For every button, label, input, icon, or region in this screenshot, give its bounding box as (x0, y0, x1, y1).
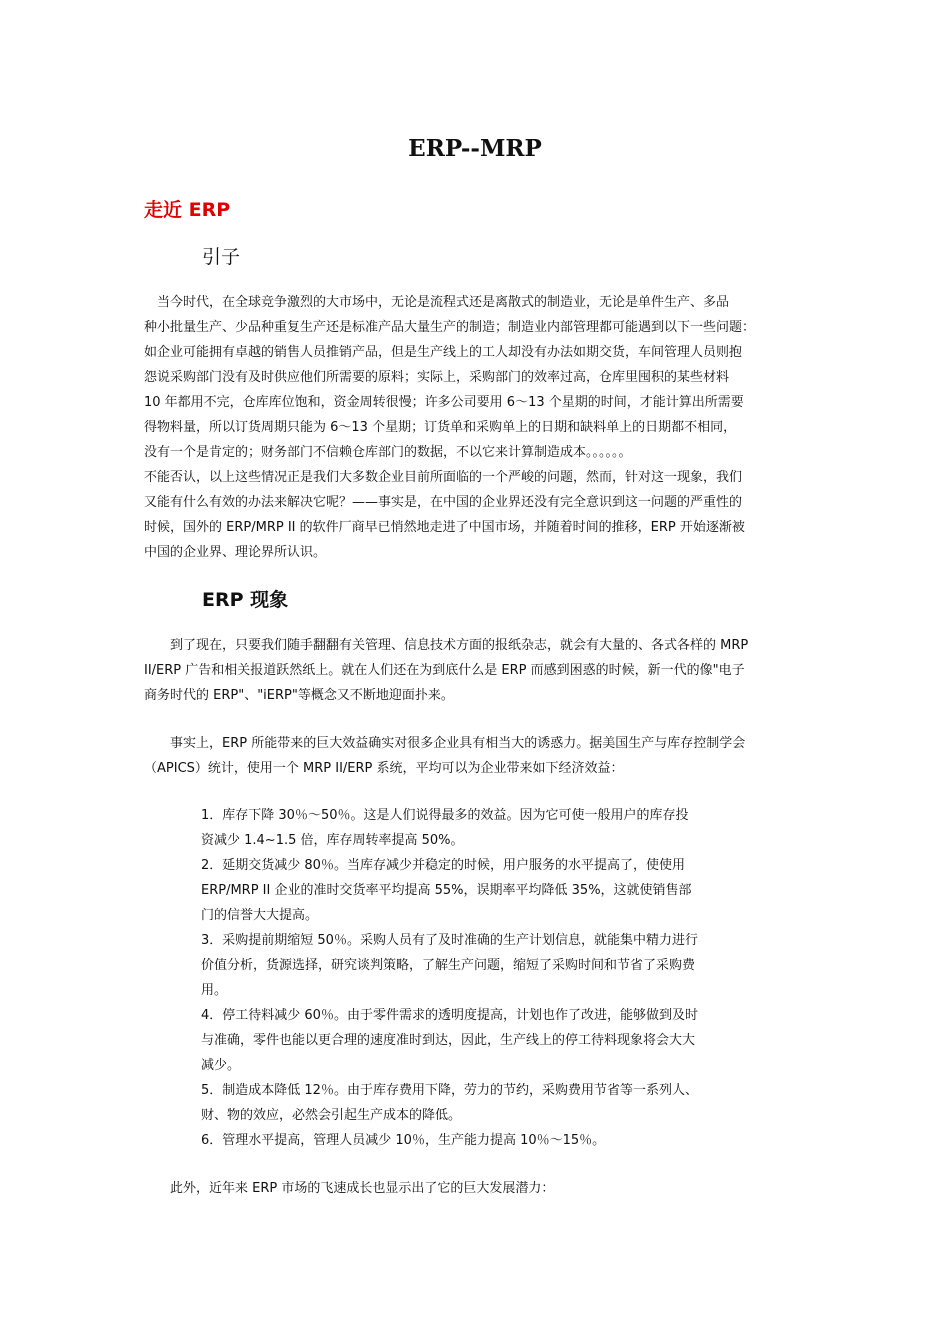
list-item: 6．管理水平提高，管理人员减少 10％，生产能力提高 10％～15％。 (201, 1133, 606, 1148)
text-line: 不能否认，以上这些情况正是我们大多数企业目前所面临的一个严峻的问题，然而，针对这一现象，我们 (144, 470, 743, 485)
benefits-list (201, 803, 761, 1153)
list-item: 与准确，零件也能以更合理的速度准时到达，因此，生产线上的停工待料现象将会大大 (201, 1033, 696, 1048)
text-line: 又能有什么有效的办法来解决它呢？——事实是，在中国的企业界还没有完全意识到这一问题的严重性的 (144, 495, 743, 510)
subheading-erp-phenomenon: ERP 现象 (202, 589, 289, 611)
text-line: 此外，近年来 ERP 市场的飞速成长也显示出了它的巨大发展潜力： (144, 1181, 555, 1196)
text-line: 得物料量，所以订货周期只能为 6～13 个星期；订货单和采购单上的日期和缺料单上的日期都不相同， (144, 420, 737, 435)
text-line: 没有一个是肯定的；财务部门不信赖仓库部门的数据，不以它来计算制造成本。。。。。。 (144, 445, 632, 460)
text-line: 时候，国外的 ERP/MRP II 的软件厂商早已悄然地走进了中国市场，并随着时间的推移，ERP 开始逐渐被 (144, 520, 745, 535)
text-line: 10 年都用不完，仓库库位饱和，资金周转很慢；许多公司要用 6～13 个星期的时间，才能计算出所需要 (144, 395, 744, 410)
paragraph-intro (144, 290, 809, 565)
list-item: 用。 (201, 983, 228, 998)
list-item: 1．库存下降 30％～50％。这是人们说得最多的效益。因为它可使一般用户的库存投 (201, 808, 689, 823)
text-line: 如企业可能拥有卓越的销售人员推销产品，但是生产线上的工人却没有办法如期交货，车间管理人员则抱 (144, 345, 743, 360)
text-line: 怨说采购部门没有及时供应他们所需要的原料；实际上，采购部门的效率过高，仓库里囤积的某些材料 (144, 370, 730, 385)
text-line: 中国的企业界、理论界所认识。 (144, 545, 327, 560)
text-line: 种小批量生产、少品种重复生产还是标准产品大量生产的制造；制造业内部管理都可能遇到以下一些问题： (144, 320, 756, 335)
text-line: 到了现在，只要我们随手翻翻有关管理、信息技术方面的报纸杂志，就会有大量的、各式各样的 MRP (144, 638, 749, 653)
list-item: 财、物的效应，必然会引起生产成本的降低。 (201, 1108, 462, 1123)
paragraph-market-growth (144, 1176, 809, 1201)
text-line: 事实上，ERP 所能带来的巨大效益确实对很多企业具有相当大的诱惑力。据美国生产与库存控制学会 (144, 736, 746, 751)
text-line: 当今时代，在全球竞争激烈的大市场中，无论是流程式还是离散式的制造业，无论是单件生产、多品 (144, 295, 730, 310)
list-item: 4．停工待料减少 60％。由于零件需求的透明度提高，计划也作了改进，能够做到及时 (201, 1008, 698, 1023)
list-item: 价值分析，货源选择，研究谈判策略，了解生产问题，缩短了采购时间和节省了采购费 (201, 958, 696, 973)
paragraph-phenomenon (144, 633, 809, 708)
list-item: 5．制造成本降低 12％。由于库存费用下降，劳力的节约，采购费用节省等一系列人、 (201, 1083, 698, 1098)
list-item: 3．采购提前期缩短 50％。采购人员有了及时准确的生产计划信息，就能集中精力进行 (201, 933, 698, 948)
subheading-yinzi: 引子 (202, 246, 241, 268)
list-item: ERP/MRP II 企业的准时交货率平均提高 55%，误期率平均降低 35%，这就使销售部 (201, 883, 692, 898)
text-line: （APICS）统计，使用一个 MRP II/ERP 系统，平均可以为企业带来如下经济效益： (144, 761, 624, 776)
text-line: 商务时代的 ERP"、"iERP"等概念又不断地迎面扑来。 (144, 688, 454, 703)
list-item: 资减少 1.4~1.5 倍，库存周转率提高 50%。 (201, 833, 464, 848)
text-line: II/ERP 广告和相关报道跃然纸上。就在人们还在为到底什么是 ERP 而感到困惑的时候，新一代的像"电子 (144, 663, 745, 678)
list-item: 减少。 (201, 1058, 241, 1073)
section-heading: 走近 ERP (144, 199, 231, 221)
paragraph-benefits-intro (144, 731, 809, 781)
document-title: ERP--MRP (408, 135, 542, 162)
list-item: 门的信誉大大提高。 (201, 908, 319, 923)
list-item: 2．延期交货减少 80％。当库存减少并稳定的时候，用户服务的水平提高了，使使用 (201, 858, 685, 873)
